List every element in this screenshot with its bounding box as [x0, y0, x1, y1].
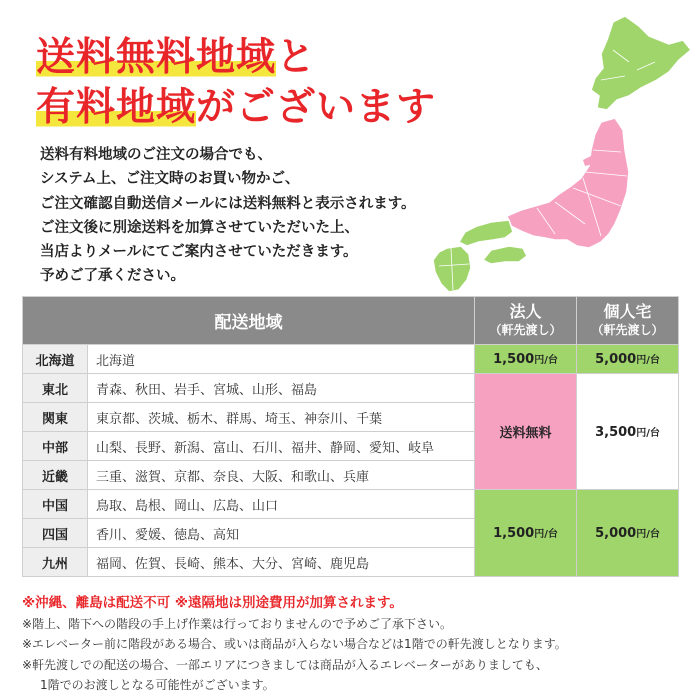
- price-unit: 円/台: [636, 427, 660, 439]
- region-name: 北海道: [23, 345, 88, 374]
- region-name: 九州: [23, 548, 88, 577]
- header-delivery-area: 配送地域: [23, 297, 475, 345]
- headline-line-1: [36, 35, 317, 80]
- headline-line-2: [36, 85, 437, 130]
- map-honshu-east: [507, 118, 629, 248]
- intro-text: [40, 143, 416, 289]
- map-hokkaido: [591, 16, 691, 110]
- header-residential-label: 個人宅: [603, 301, 652, 321]
- table-row: [23, 374, 679, 403]
- price-corporate-mainland: 送料無料: [475, 374, 577, 490]
- region-name: 東北: [23, 374, 88, 403]
- map-chugoku: [459, 220, 513, 246]
- price-value: 3,500: [595, 424, 637, 440]
- headline-rest-2: がございます: [196, 85, 437, 130]
- prefecture-list: 山梨、長野、新潟、富山、石川、福井、静岡、愛知、岐阜: [88, 432, 475, 461]
- table-header-row: [23, 297, 679, 345]
- price-corporate-west: [475, 490, 577, 577]
- price-unit: 円/台: [534, 355, 558, 366]
- note-line: ※階上、階下への階段の手上げ作業は行っておりませんので予めご了承下さい。: [22, 616, 453, 631]
- headline-rest-1: と: [276, 35, 317, 80]
- note-line: ※軒先渡しでの配送の場合、一部エリアにつきましては商品が入るエレベーターがありましても、: [22, 657, 548, 672]
- prefecture-list: 東京都、茨城、栃木、群馬、埼玉、神奈川、千葉: [88, 403, 475, 432]
- warning-note: ※沖縄、離島は配送不可 ※遠隔地は別途費用が加算されます。: [22, 595, 403, 611]
- intro-line: 当店よりメールにてご案内させていただきます。: [40, 244, 358, 261]
- price-residential-west: [577, 490, 679, 577]
- intro-line: 送料有料地域のご注文の場合でも、: [40, 147, 272, 163]
- price-value: 1,500: [493, 526, 535, 541]
- header-corporate-sub: （軒先渡し）: [489, 322, 562, 337]
- header-corporate: [475, 297, 577, 345]
- prefecture-list: 三重、滋賀、京都、奈良、大阪、和歌山、兵庫: [88, 461, 475, 490]
- prefecture-list: 香川、愛媛、徳島、高知: [88, 519, 475, 548]
- region-name: 中国: [23, 490, 88, 519]
- intro-line: システム上、ご注文時のお買い物かご、: [40, 171, 300, 188]
- map-shikoku: [483, 246, 527, 264]
- price-value: 5,000: [595, 352, 637, 367]
- prefecture-list: 福岡、佐賀、長崎、熊本、大分、宮崎、鹿児島: [88, 548, 475, 577]
- region-name: 近畿: [23, 461, 88, 490]
- intro-line: ご注文確認自動送信メールには送料無料と表示されます。: [40, 195, 416, 212]
- prefecture-list: 鳥取、島根、岡山、広島、山口: [88, 490, 475, 519]
- price-unit: 円/台: [534, 529, 558, 540]
- table-row: [23, 345, 679, 374]
- price-residential-mainland: [577, 374, 679, 490]
- headline-highlight-1: 送料無料地域: [36, 35, 277, 80]
- headline-highlight-2: 有料地域: [36, 85, 197, 130]
- japan-map-illustration: [425, 10, 700, 295]
- note-line: ※エレベーター前に階段がある場合、或いは商品が入らない場合などは1階での軒先渡しとなります。: [22, 637, 567, 651]
- header-residential: [577, 297, 679, 345]
- prefecture-list: 北海道: [88, 345, 475, 374]
- note-line: 1階でのお渡しとなる可能性がございます。: [40, 678, 275, 692]
- prefecture-list: 青森、秋田、岩手、宮城、山形、福島: [88, 374, 475, 403]
- price-corporate-hokkaido: [475, 345, 577, 374]
- notes-section: [22, 593, 567, 696]
- price-value: 1,500: [493, 352, 535, 367]
- table-row: [23, 490, 679, 519]
- region-name: 四国: [23, 519, 88, 548]
- region-name: 関東: [23, 403, 88, 432]
- price-unit: 円/台: [636, 529, 660, 540]
- header-corporate-label: 法人: [509, 301, 542, 321]
- intro-line: 予めご了承ください。: [40, 268, 185, 285]
- header-residential-sub: （軒先渡し）: [591, 322, 664, 337]
- price-residential-hokkaido: [577, 345, 679, 374]
- intro-line: ご注文後に別途送料を加算させていただいた上、: [40, 219, 359, 236]
- price-value: 5,000: [595, 526, 637, 541]
- price-unit: 円/台: [636, 355, 660, 366]
- shipping-fee-table: [22, 296, 679, 577]
- region-name: 中部: [23, 432, 88, 461]
